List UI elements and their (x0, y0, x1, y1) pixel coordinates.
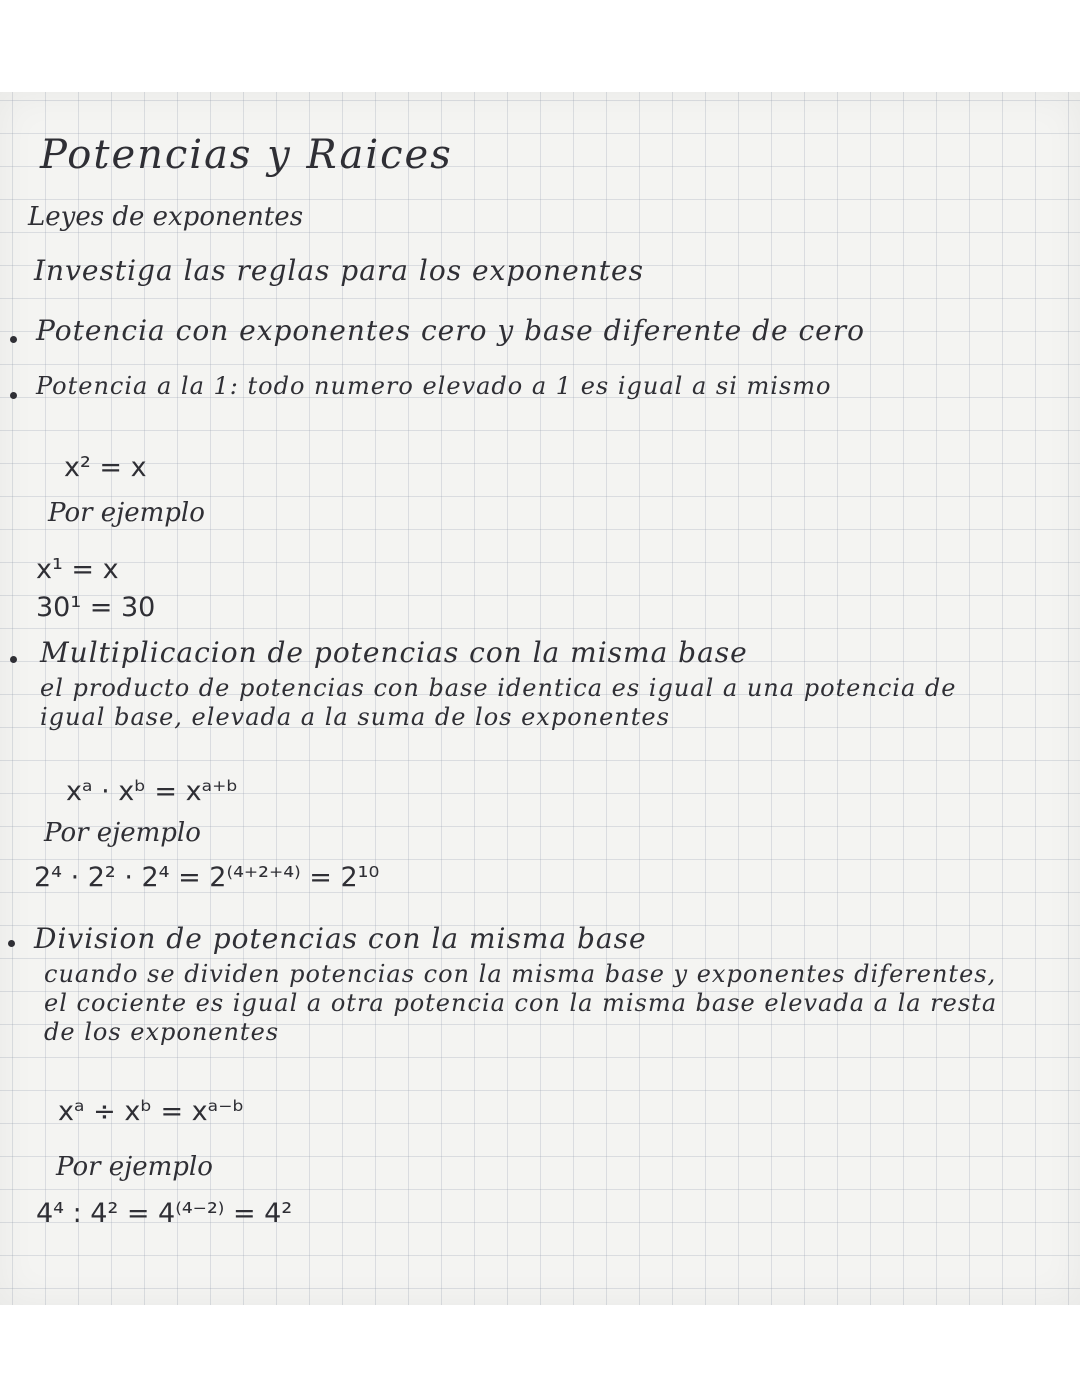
notebook-page (0, 92, 1080, 1305)
bullet-dot (8, 940, 15, 947)
page-title: Potencias y Raices (40, 132, 453, 178)
rule-formula: x² = x (64, 452, 147, 483)
example-line: x¹ = x (36, 554, 119, 585)
page-subtitle: Leyes de exponentes (28, 202, 304, 232)
bullet-item: Potencia a la 1: todo numero elevado a 1 es igual a si mismo (36, 372, 832, 400)
example-line: 30¹ = 30 (36, 592, 156, 623)
example-label: Por ejemplo (56, 1152, 213, 1182)
bullet-dot (10, 392, 17, 399)
bullet-dot (10, 656, 17, 663)
example-label: Por ejemplo (44, 818, 201, 848)
section-text: el producto de potencias con base identica es igual a una potencia de igual base, elevada a la suma de los exponentes (40, 674, 957, 731)
section-heading: Division de potencias con la misma base (34, 922, 647, 955)
example-label: Por ejemplo (48, 498, 205, 528)
bullet-dot (10, 336, 17, 343)
bullet-item: Potencia con exponentes cero y base diferente de cero (36, 314, 865, 347)
intro-line: Investiga las reglas para los exponentes (34, 254, 644, 287)
example-line: 2⁴ · 2² · 2⁴ = 2⁽⁴⁺²⁺⁴⁾ = 2¹⁰ (34, 862, 380, 893)
rule-formula: xᵃ · xᵇ = xᵃ⁺ᵇ (66, 776, 238, 807)
section-text: cuando se dividen potencias con la misma base y exponentes diferentes, el cociente es igual a otra potencia con la misma base elevada a la resta de los exponentes (44, 960, 998, 1046)
example-line: 4⁴ : 4² = 4⁽⁴⁻²⁾ = 4² (36, 1198, 293, 1229)
rule-formula: xᵃ ÷ xᵇ = xᵃ⁻ᵇ (58, 1096, 245, 1127)
section-heading: Multiplicacion de potencias con la misma base (40, 636, 748, 669)
